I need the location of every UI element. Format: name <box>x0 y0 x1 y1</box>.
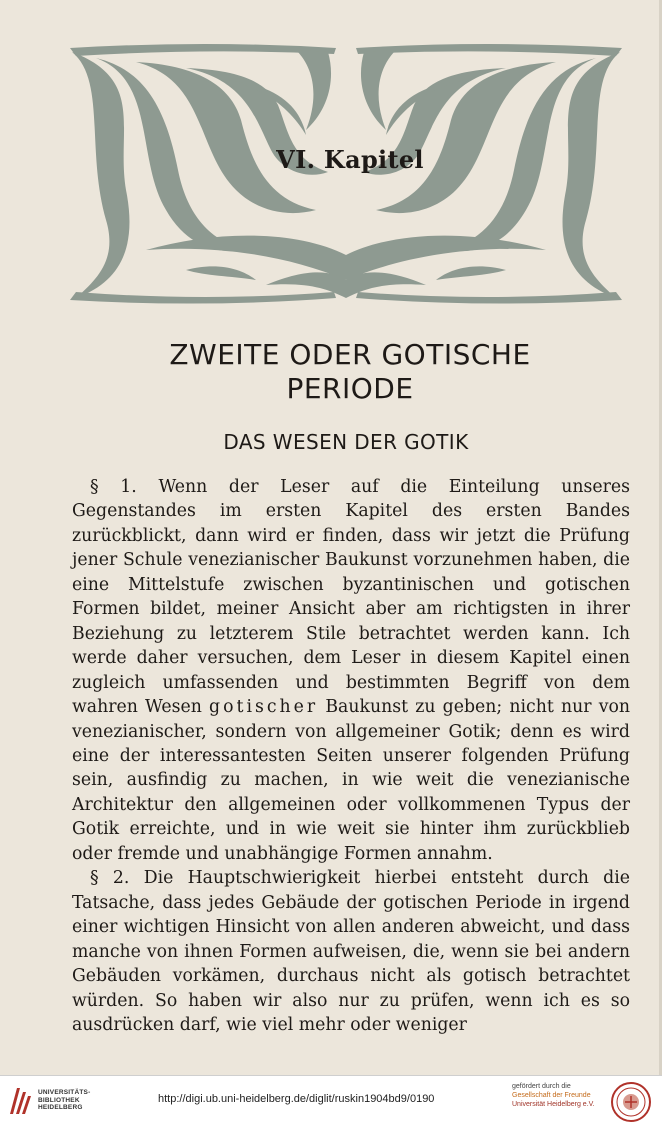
library-logo-icon[interactable] <box>7 1084 33 1118</box>
sponsor-line-2: Universität Heidelberg e.V. <box>512 1101 595 1108</box>
paragraph-1-part-2: Baukunst zu geben; nicht nur von venezianischer, sondern von allgemeiner Gotik; denn es wird eine der interessantesten Seiten unserer folgenden Prüfung sein, ausfindig zu machen, in wie weit die venezianische Architektur den allgemeinen oder vollkommenen Typus der Gotik erreichte, und in wie weit sie hinter ihm zurückblieb oder fremde und unabhängige Formen annahm. <box>72 697 631 864</box>
main-title-line-1: ZWEITE ODER GOTISCHE <box>169 338 531 371</box>
sponsor-credit <box>512 1082 595 1109</box>
library-name-line-2: BIBLIOTHEK <box>38 1096 80 1104</box>
library-name <box>38 1089 90 1112</box>
main-title-line-2: PERIODE <box>286 372 414 405</box>
library-name-line-1: UNIVERSITÄTS- <box>38 1089 91 1096</box>
art-nouveau-ornament <box>66 40 626 308</box>
paragraph-2: § 2. Die Hauptschwierigkeit hierbei entsteht durch die Tatsache, dass jedes Gebäude der gotischen Periode in irgend einer wichtigen Hinsicht von allen anderen abweicht, und dass manche von ihnen Formen aufweisen, die, wenn sie bei andern Gebäuden vorkämen, durchaus nicht als gotisch betrachtet würden. So haben wir also nur zu prüfen, wenn ich es so ausdrücken darf, wie viel mehr oder weniger <box>72 868 630 1035</box>
library-name-line-3: HEIDELBERG <box>38 1104 83 1111</box>
permalink-url[interactable]: http://digi.ub.uni-heidelberg.de/diglit/ruskin1904bd9/0190 <box>158 1093 435 1105</box>
main-title <box>0 338 662 406</box>
sponsor-intro: gefördert durch die <box>512 1083 571 1090</box>
section-subtitle: DAS WESEN DER GOTIK <box>223 430 469 454</box>
footer-bar <box>0 1075 662 1125</box>
paragraph-1 <box>72 475 630 866</box>
emphasis-gotischer: gotischer <box>209 697 319 718</box>
sponsor-line-1: Gesellschaft der Freunde <box>512 1092 591 1099</box>
paragraph-1-part-1: § 1. Wenn der Leser auf die Einteilung unseres Gegenstandes im ersten Kapitel des ersten Bandes zurückblickt, dann wird er finden, dass wir jetzt die Prüfung jener Schule venezianischer Baukunst vorzunehmen haben, die eine Mittelstufe zwischen byzantinischen und gotischen Formen bildet, meiner Ansicht aber am richtigsten in ihrer Beziehung zu letzterem Stile betrachtet werden kann. Ich werde daher versuchen, dem Leser in diesem Kapitel einen zugleich umfassenden und bestimmten Begriff von dem wahren Wesen <box>72 477 630 718</box>
university-seal-icon <box>610 1081 652 1123</box>
chapter-heading: VI. Kapitel <box>276 145 424 174</box>
body-text <box>72 475 630 1037</box>
